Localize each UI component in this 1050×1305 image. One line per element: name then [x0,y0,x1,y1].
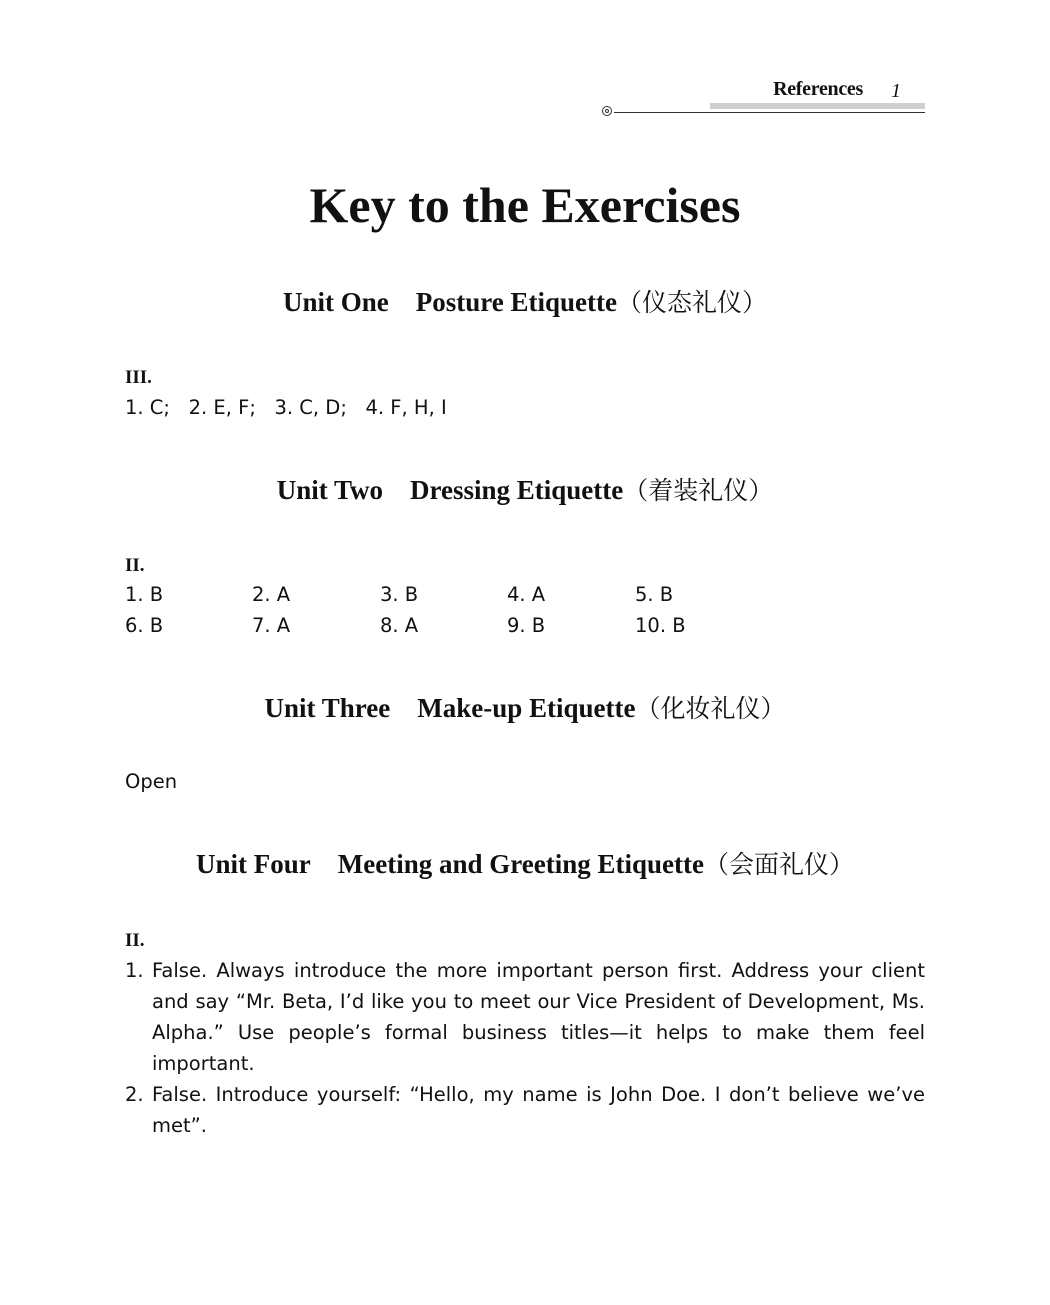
section-label: II. [125,555,145,576]
section-label: III. [125,367,152,388]
answer-cell: 8. A [380,614,419,637]
answer-cell: 7. A [252,614,291,637]
item-number: 1. [125,959,144,982]
unit-heading-en: Unit Two Dressing Etiquette [276,475,624,505]
answer-cell: 6. B [125,614,164,637]
unit-heading-en: Unit Three Make-up Etiquette [264,693,636,723]
running-head-label: References [773,78,863,100]
header-circle-ornament-icon [602,106,612,116]
header-gray-bar [710,103,925,109]
unit-four-heading [0,845,1050,881]
answer-cell: 3. B [380,583,419,606]
unit-heading-cn: （仪态礼仪） [616,288,767,317]
unit-one-heading [0,283,1050,319]
unit-heading-cn: （会面礼仪） [703,850,854,879]
answer-cell: 4. A [507,583,546,606]
unit-heading-en: Unit One Posture Etiquette [283,287,617,317]
unit-heading-cn: （化妆礼仪） [635,694,786,723]
answer-line: Open [125,770,178,793]
item-text: False. Always introduce the more important person first. Address your client and say “Mr. Beta, I’d like you to meet our Vice President of Development, Ms. Alpha.” Use people’s formal business titles—it helps to make them feel important. [152,959,925,1075]
answer-line: 1. C; 2. E, F; 3. C, D; 4. F, H, I [125,396,447,419]
answer-cell: 9. B [507,614,546,637]
unit-heading-cn: （着装礼仪） [623,476,774,505]
section-label: II. [125,930,145,951]
page-number: 1 [891,80,901,102]
unit-two-heading [0,471,1050,507]
unit-heading-en: Unit Four Meeting and Greeting Etiquette [196,849,704,879]
header-rule [614,112,925,113]
item-text: False. Introduce yourself: “Hello, my name is John Doe. I don’t believe we’ve met”. [152,1083,925,1137]
answer-cell: 2. A [252,583,291,606]
answer-list [125,955,925,1141]
answer-cell: 1. B [125,583,164,606]
item-number: 2. [125,1083,144,1106]
answer-cell: 5. B [635,583,674,606]
list-item [125,955,925,1079]
answer-cell: 10. B [635,614,686,637]
page-title: Key to the Exercises [309,177,741,233]
running-head [600,78,925,118]
unit-three-heading [0,689,1050,725]
list-item [125,1079,925,1141]
